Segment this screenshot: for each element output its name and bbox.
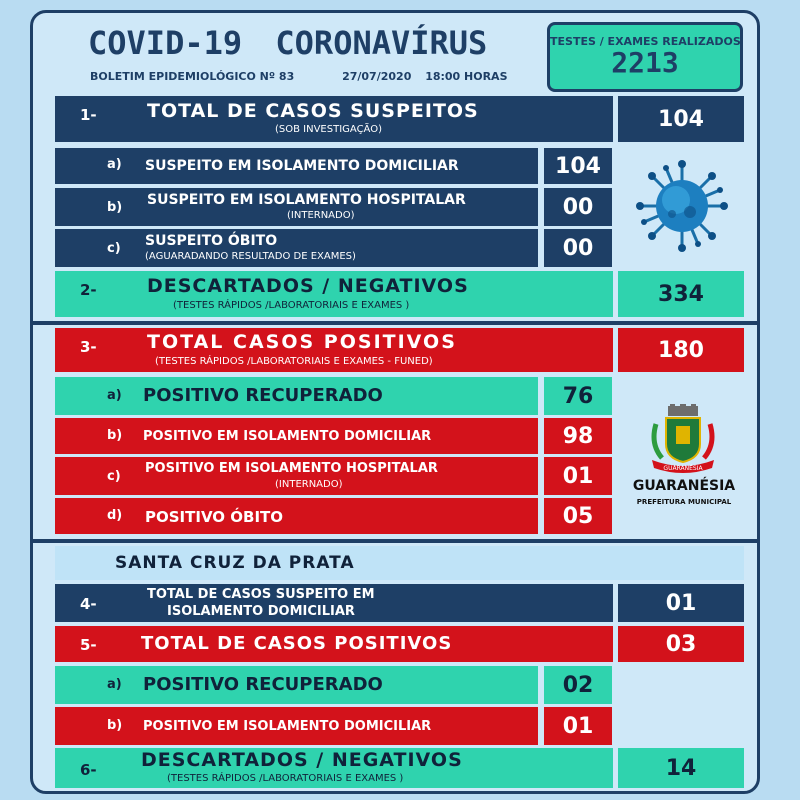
district-positive-row — [55, 626, 613, 662]
positive-recovered-row — [55, 377, 538, 415]
row-index: 4- — [80, 595, 97, 613]
row-label: POSITIVO ÓBITO — [145, 508, 284, 526]
row-index: 5- — [80, 636, 97, 654]
district-header — [55, 546, 744, 580]
positive-recovered-value: 76 — [544, 377, 612, 415]
tests-label: TESTES / EXAMES REALIZADOS — [550, 35, 741, 48]
suspect-hospital-value: 00 — [544, 188, 612, 226]
district-recovered-value: 02 — [544, 666, 612, 704]
bulletin-number: BOLETIM EPIDEMIOLÓGICO Nº 83 — [90, 70, 295, 83]
positive-death-value: 05 — [544, 498, 612, 534]
coronavirus-icon — [636, 160, 728, 252]
bulletin-date: 27/07/2020 — [342, 70, 412, 83]
district-discarded-value: 14 — [618, 748, 744, 788]
row-label-line2: ISOLAMENTO DOMICILIAR — [167, 604, 355, 619]
suspect-hospital-row — [55, 188, 538, 226]
positive-total-row — [55, 328, 613, 372]
row-label: TOTAL CASOS POSITIVOS — [147, 331, 457, 353]
suspect-death-row — [55, 229, 538, 267]
row-letter: c) — [107, 469, 121, 484]
row-index: 3- — [80, 338, 97, 356]
district-recovered-row — [55, 666, 538, 704]
row-letter: a) — [107, 157, 122, 172]
tests-value: 2213 — [611, 46, 679, 79]
row-sublabel: (TESTES RÁPIDOS /LABORATORIAIS E EXAMES ) — [167, 773, 404, 784]
row-letter: a) — [107, 388, 122, 403]
suspect-home-row — [55, 148, 538, 184]
row-sublabel: (INTERNADO) — [287, 210, 355, 221]
row-letter: a) — [107, 677, 122, 692]
suspects-total-value: 104 — [618, 96, 744, 142]
row-label: SUSPEITO EM ISOLAMENTO HOSPITALAR — [147, 192, 466, 208]
district-discarded-row — [55, 748, 613, 788]
row-label: POSITIVO RECUPERADO — [143, 674, 383, 695]
row-index: 6- — [80, 761, 97, 779]
row-label: DESCARTADOS / NEGATIVOS — [141, 749, 463, 771]
bulletin-line — [90, 70, 508, 83]
crest-ribbon-text: GUARANÉSIA — [663, 465, 703, 472]
row-label: TOTAL DE CASOS SUSPEITOS — [147, 100, 479, 122]
row-sublabel: (INTERNADO) — [275, 479, 343, 490]
row-sublabel: (TESTES RÁPIDOS /LABORATORIAIS E EXAMES - FUNED) — [155, 356, 433, 367]
positive-hospital-row — [55, 457, 538, 495]
page-title — [88, 24, 487, 62]
district-positive-value: 03 — [618, 626, 744, 662]
city-crest-icon — [648, 404, 718, 476]
bulletin-time: 18:00 HORAS — [425, 70, 508, 83]
section-divider — [30, 539, 760, 543]
logo-subtitle: PREFEITURA MUNICIPAL — [636, 498, 732, 506]
row-letter: b) — [107, 428, 123, 443]
suspect-death-value: 00 — [544, 229, 612, 267]
district-suspects-value: 01 — [618, 584, 744, 622]
discarded-value: 334 — [618, 271, 744, 317]
positive-death-row — [55, 498, 538, 534]
discarded-row — [55, 271, 613, 317]
positive-home-row — [55, 418, 538, 454]
row-index: 1- — [80, 106, 97, 124]
district-home-value: 01 — [544, 707, 612, 745]
row-letter: c) — [107, 241, 121, 256]
positive-total-value: 180 — [618, 328, 744, 372]
row-sublabel: (TESTES RÁPIDOS /LABORATORIAIS E EXAMES ) — [173, 300, 410, 311]
row-label: SUSPEITO ÓBITO — [145, 233, 278, 249]
positive-hospital-value: 01 — [544, 457, 612, 495]
row-label: SUSPEITO EM ISOLAMENTO DOMICILIAR — [145, 158, 459, 174]
suspect-home-value: 104 — [544, 148, 612, 184]
district-title: SANTA CRUZ DA PRATA — [115, 553, 355, 573]
row-sublabel: (AGUARADANDO RESULTADO DE EXAMES) — [145, 251, 356, 262]
row-label: TOTAL DE CASOS SUSPEITO EM — [147, 587, 375, 602]
title-coronavirus: CORONAVÍRUS — [275, 24, 488, 62]
suspects-total-row — [55, 96, 613, 142]
row-label: DESCARTADOS / NEGATIVOS — [147, 275, 469, 297]
row-index: 2- — [80, 281, 97, 299]
row-letter: b) — [107, 200, 123, 215]
positive-home-value: 98 — [544, 418, 612, 454]
district-suspects-row — [55, 584, 613, 622]
row-sublabel: (SOB INVESTIGAÇÃO) — [275, 124, 382, 135]
row-label: POSITIVO EM ISOLAMENTO DOMICILIAR — [143, 429, 432, 444]
row-letter: b) — [107, 718, 123, 733]
title-covid: COVID-19 — [88, 24, 243, 62]
section-divider — [30, 321, 760, 325]
district-home-row — [55, 707, 538, 745]
row-letter: d) — [107, 508, 123, 523]
tests-box — [547, 22, 743, 92]
row-label: POSITIVO RECUPERADO — [143, 385, 383, 406]
row-label: POSITIVO EM ISOLAMENTO HOSPITALAR — [145, 461, 438, 476]
logo-name: GUARANÉSIA — [632, 478, 736, 494]
row-label: POSITIVO EM ISOLAMENTO DOMICILIAR — [143, 719, 432, 734]
row-label: TOTAL DE CASOS POSITIVOS — [141, 633, 453, 654]
